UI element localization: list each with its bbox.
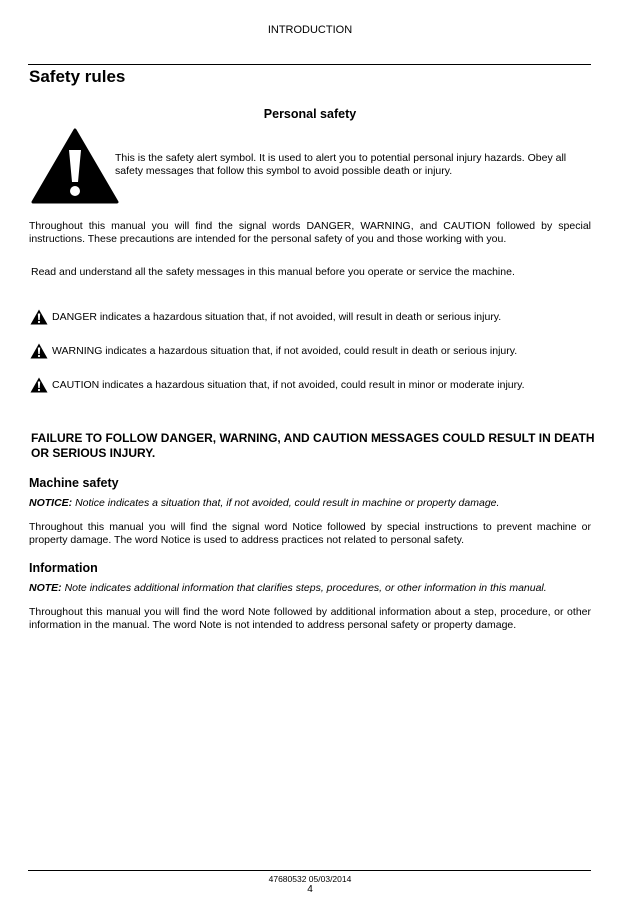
danger-signal-line: [30, 309, 501, 325]
caution-signal-text: CAUTION indicates a hazardous situation that, if not avoided, could result in minor or moderate injury.: [52, 379, 525, 391]
notice-text: Notice indicates a situation that, if not avoided, could result in machine or property damage.: [75, 497, 500, 509]
footer-divider: [28, 870, 591, 871]
warning-signal-text: WARNING indicates a hazardous situation that, if not avoided, could result in death or serious injury.: [52, 345, 518, 357]
danger-signal-text: DANGER indicates a hazardous situation that, if not avoided, will result in death or serious injury.: [52, 311, 502, 323]
footer-document-id: 47680532 05/03/2014: [268, 874, 352, 884]
read-messages-paragraph: Read and understand all the safety messages in this manual before you operate or service the machine.: [31, 266, 515, 278]
notice-line: [29, 497, 499, 509]
caution-signal-line: [30, 377, 525, 393]
notice-label: NOTICE:: [29, 497, 73, 509]
failure-warning: FAILURE TO FOLLOW DANGER, WARNING, AND CAUTION MESSAGES COULD RESULT IN DEATH OR SERIOUS INJURY.: [31, 431, 595, 460]
warning-triangle-icon: [30, 309, 48, 325]
page-number: 4: [307, 884, 313, 895]
section-title: Safety rules: [29, 67, 126, 86]
note-text: Note indicates additional information that clarifies steps, procedures, or other information in this manual.: [64, 582, 547, 594]
safety-alert-triangle-icon: [31, 128, 119, 204]
warning-signal-line: [30, 343, 517, 359]
machine-safety-title: Machine safety: [29, 476, 119, 490]
note-line: [29, 582, 547, 594]
machine-safety-paragraph: Throughout this manual you will find the signal word Notice followed by special instructions to prevent machine or property damage. The word Notice is used to address practices not related to personal safety.: [29, 521, 591, 546]
warning-triangle-icon: [30, 343, 48, 359]
note-label: NOTE:: [29, 582, 62, 594]
warning-triangle-icon: [30, 377, 48, 393]
alert-symbol-description: This is the safety alert symbol. It is used to alert you to potential personal injury hazards. Obey all safety messages that follow this symbol to avoid possible death or injury.: [115, 152, 567, 177]
header-divider: [28, 64, 591, 65]
running-header: INTRODUCTION: [267, 24, 353, 36]
information-paragraph: Throughout this manual you will find the word Note followed by additional information about a step, procedure, or other information in the manual. The word Note is not intended to address personal safety or property damage.: [29, 606, 591, 631]
information-title: Information: [29, 561, 98, 575]
personal-safety-title: Personal safety: [263, 107, 357, 121]
signal-words-paragraph: Throughout this manual you will find the signal words DANGER, WARNING, and CAUTION followed by special instructions. These precautions are intended for the personal safety of you and those working with you.: [29, 220, 591, 245]
